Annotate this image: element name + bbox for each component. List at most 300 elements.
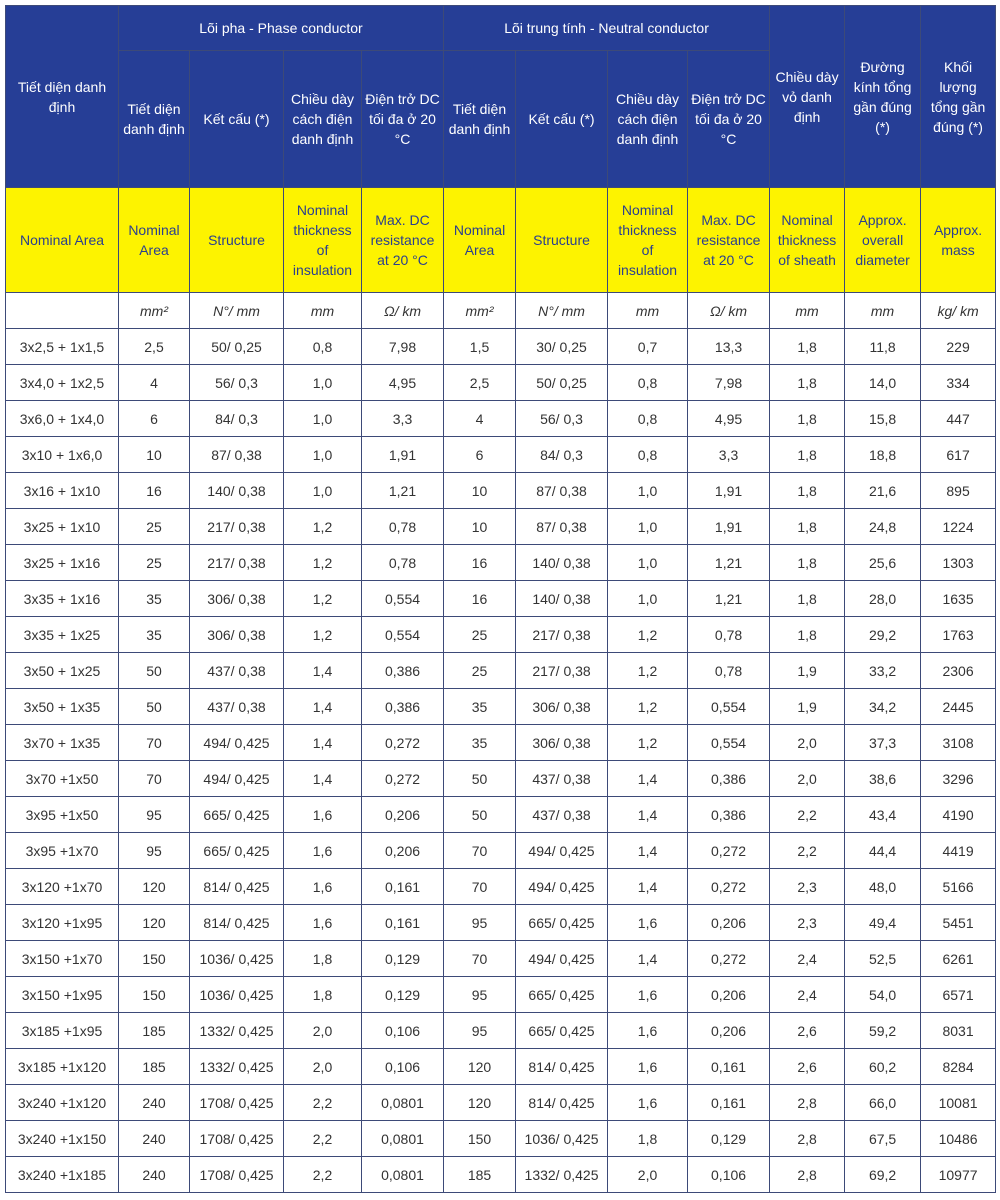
cell-phase-area: 150 bbox=[119, 941, 190, 977]
cell-neutral-area: 16 bbox=[444, 545, 516, 581]
cell-neutral-resistance: 0,206 bbox=[688, 1013, 770, 1049]
table-row bbox=[6, 689, 996, 725]
cell-mass: 229 bbox=[921, 329, 996, 365]
cell-phase-resistance: 0,0801 bbox=[362, 1157, 444, 1193]
table-row bbox=[6, 1013, 996, 1049]
cell-neutral-area: 120 bbox=[444, 1049, 516, 1085]
cell-overall-diameter: 14,0 bbox=[845, 365, 921, 401]
cell-phase-insulation: 1,8 bbox=[284, 977, 362, 1013]
cell-phase-insulation: 1,4 bbox=[284, 653, 362, 689]
cell-overall-diameter: 28,0 bbox=[845, 581, 921, 617]
cell-nominal-area: 3x70 +1x50 bbox=[6, 761, 119, 797]
unit-cell: Ω/ km bbox=[688, 293, 770, 329]
cell-neutral-structure: 437/ 0,38 bbox=[516, 797, 608, 833]
cell-overall-diameter: 33,2 bbox=[845, 653, 921, 689]
cell-neutral-resistance: 0,106 bbox=[688, 1157, 770, 1193]
cell-mass: 4190 bbox=[921, 797, 996, 833]
cell-phase-insulation: 1,6 bbox=[284, 869, 362, 905]
cell-phase-insulation: 1,0 bbox=[284, 365, 362, 401]
header-en-nominal-area: Nominal Area bbox=[6, 188, 119, 293]
cell-phase-resistance: 7,98 bbox=[362, 329, 444, 365]
cell-neutral-insulation: 0,8 bbox=[608, 365, 688, 401]
cell-phase-resistance: 1,91 bbox=[362, 437, 444, 473]
cell-phase-insulation: 1,0 bbox=[284, 401, 362, 437]
cell-phase-resistance: 0,0801 bbox=[362, 1121, 444, 1157]
cell-phase-area: 16 bbox=[119, 473, 190, 509]
cell-phase-insulation: 1,0 bbox=[284, 437, 362, 473]
cell-nominal-area: 3x185 +1x120 bbox=[6, 1049, 119, 1085]
cell-neutral-resistance: 1,21 bbox=[688, 581, 770, 617]
cell-phase-structure: 84/ 0,3 bbox=[190, 401, 284, 437]
header-vn-diameter: Đường kính tổng gần đúng (*) bbox=[845, 6, 921, 188]
cell-phase-resistance: 0,206 bbox=[362, 797, 444, 833]
table-row bbox=[6, 509, 996, 545]
cell-neutral-structure: 306/ 0,38 bbox=[516, 689, 608, 725]
cell-nominal-area: 3x10 + 1x6,0 bbox=[6, 437, 119, 473]
cell-sheath-thickness: 2,4 bbox=[770, 977, 845, 1013]
table-row bbox=[6, 581, 996, 617]
cell-neutral-insulation: 0,7 bbox=[608, 329, 688, 365]
cell-phase-area: 185 bbox=[119, 1049, 190, 1085]
cell-neutral-resistance: 0,161 bbox=[688, 1049, 770, 1085]
unit-cell: mm bbox=[845, 293, 921, 329]
cell-phase-structure: 1332/ 0,425 bbox=[190, 1049, 284, 1085]
cell-neutral-area: 10 bbox=[444, 509, 516, 545]
cell-neutral-resistance: 0,554 bbox=[688, 725, 770, 761]
cell-phase-insulation: 1,2 bbox=[284, 617, 362, 653]
table-row bbox=[6, 1157, 996, 1193]
cell-sheath-thickness: 1,8 bbox=[770, 401, 845, 437]
units-row bbox=[6, 293, 996, 329]
cell-phase-resistance: 0,554 bbox=[362, 581, 444, 617]
cell-overall-diameter: 29,2 bbox=[845, 617, 921, 653]
table-row bbox=[6, 617, 996, 653]
cell-neutral-structure: 30/ 0,25 bbox=[516, 329, 608, 365]
cell-neutral-insulation: 0,8 bbox=[608, 437, 688, 473]
cell-sheath-thickness: 2,3 bbox=[770, 869, 845, 905]
cell-phase-resistance: 0,554 bbox=[362, 617, 444, 653]
header-vn-nominal-area: Tiết diện danh định bbox=[6, 6, 119, 188]
cell-phase-resistance: 0,386 bbox=[362, 653, 444, 689]
cell-sheath-thickness: 1,8 bbox=[770, 473, 845, 509]
cell-neutral-area: 2,5 bbox=[444, 365, 516, 401]
cell-phase-insulation: 1,4 bbox=[284, 761, 362, 797]
cell-phase-area: 120 bbox=[119, 869, 190, 905]
cell-neutral-resistance: 0,78 bbox=[688, 617, 770, 653]
cell-neutral-insulation: 1,6 bbox=[608, 1085, 688, 1121]
cell-neutral-insulation: 1,4 bbox=[608, 797, 688, 833]
table-row bbox=[6, 401, 996, 437]
cell-phase-insulation: 1,6 bbox=[284, 905, 362, 941]
cell-neutral-area: 95 bbox=[444, 905, 516, 941]
cell-phase-insulation: 1,2 bbox=[284, 545, 362, 581]
cell-neutral-insulation: 1,6 bbox=[608, 905, 688, 941]
cell-nominal-area: 3x50 + 1x25 bbox=[6, 653, 119, 689]
cell-neutral-structure: 494/ 0,425 bbox=[516, 833, 608, 869]
cell-phase-insulation: 0,8 bbox=[284, 329, 362, 365]
cell-phase-resistance: 0,106 bbox=[362, 1049, 444, 1085]
cell-phase-area: 4 bbox=[119, 365, 190, 401]
header-vn-neutral-structure: Kết cấu (*) bbox=[516, 51, 608, 188]
cell-phase-structure: 814/ 0,425 bbox=[190, 869, 284, 905]
cell-nominal-area: 3x240 +1x185 bbox=[6, 1157, 119, 1193]
cell-neutral-area: 150 bbox=[444, 1121, 516, 1157]
cell-phase-resistance: 0,206 bbox=[362, 833, 444, 869]
cell-nominal-area: 3x120 +1x70 bbox=[6, 869, 119, 905]
cell-nominal-area: 3x2,5 + 1x1,5 bbox=[6, 329, 119, 365]
cell-nominal-area: 3x50 + 1x35 bbox=[6, 689, 119, 725]
cell-neutral-area: 4 bbox=[444, 401, 516, 437]
cell-neutral-insulation: 1,0 bbox=[608, 473, 688, 509]
cell-neutral-insulation: 2,0 bbox=[608, 1157, 688, 1193]
cell-neutral-area: 35 bbox=[444, 725, 516, 761]
cell-overall-diameter: 11,8 bbox=[845, 329, 921, 365]
table-row bbox=[6, 833, 996, 869]
cell-phase-area: 240 bbox=[119, 1157, 190, 1193]
cell-overall-diameter: 67,5 bbox=[845, 1121, 921, 1157]
cell-phase-insulation: 1,6 bbox=[284, 833, 362, 869]
cell-neutral-structure: 56/ 0,3 bbox=[516, 401, 608, 437]
cell-neutral-area: 70 bbox=[444, 833, 516, 869]
cell-neutral-insulation: 1,2 bbox=[608, 653, 688, 689]
header-vn-phase-insulation: Chiều dày cách điện danh định bbox=[284, 51, 362, 188]
cell-neutral-resistance: 0,161 bbox=[688, 1085, 770, 1121]
cell-overall-diameter: 49,4 bbox=[845, 905, 921, 941]
header-en-sheath: Nominal thickness of sheath bbox=[770, 188, 845, 293]
cell-mass: 3296 bbox=[921, 761, 996, 797]
cell-mass: 447 bbox=[921, 401, 996, 437]
header-en-phase-resistance: Max. DC resistance at 20 °C bbox=[362, 188, 444, 293]
cell-phase-resistance: 0,78 bbox=[362, 545, 444, 581]
cell-neutral-resistance: 7,98 bbox=[688, 365, 770, 401]
cell-neutral-area: 95 bbox=[444, 977, 516, 1013]
cell-phase-structure: 217/ 0,38 bbox=[190, 509, 284, 545]
cell-nominal-area: 3x185 +1x95 bbox=[6, 1013, 119, 1049]
cell-phase-insulation: 2,2 bbox=[284, 1085, 362, 1121]
cell-neutral-structure: 1332/ 0,425 bbox=[516, 1157, 608, 1193]
unit-cell: N°/ mm bbox=[190, 293, 284, 329]
cell-neutral-insulation: 1,6 bbox=[608, 977, 688, 1013]
cell-phase-structure: 437/ 0,38 bbox=[190, 653, 284, 689]
cell-mass: 10081 bbox=[921, 1085, 996, 1121]
cell-phase-resistance: 0,272 bbox=[362, 761, 444, 797]
cell-phase-insulation: 1,4 bbox=[284, 725, 362, 761]
cell-neutral-structure: 87/ 0,38 bbox=[516, 473, 608, 509]
cell-neutral-insulation: 1,6 bbox=[608, 1013, 688, 1049]
table-row bbox=[6, 905, 996, 941]
cell-neutral-structure: 665/ 0,425 bbox=[516, 905, 608, 941]
cell-neutral-area: 70 bbox=[444, 941, 516, 977]
cell-neutral-area: 35 bbox=[444, 689, 516, 725]
cell-mass: 10977 bbox=[921, 1157, 996, 1193]
cell-phase-area: 35 bbox=[119, 581, 190, 617]
table-row bbox=[6, 365, 996, 401]
cell-sheath-thickness: 1,8 bbox=[770, 545, 845, 581]
header-vn-neutral-resistance: Điện trở DC tối đa ở 20 °C bbox=[688, 51, 770, 188]
cell-phase-structure: 306/ 0,38 bbox=[190, 581, 284, 617]
cell-sheath-thickness: 1,8 bbox=[770, 581, 845, 617]
cell-neutral-insulation: 1,6 bbox=[608, 1049, 688, 1085]
header-en-neutral-resistance: Max. DC resistance at 20 °C bbox=[688, 188, 770, 293]
cell-overall-diameter: 44,4 bbox=[845, 833, 921, 869]
cell-phase-resistance: 0,106 bbox=[362, 1013, 444, 1049]
cell-phase-resistance: 4,95 bbox=[362, 365, 444, 401]
cell-sheath-thickness: 1,9 bbox=[770, 653, 845, 689]
cell-overall-diameter: 18,8 bbox=[845, 437, 921, 473]
cell-neutral-resistance: 3,3 bbox=[688, 437, 770, 473]
cell-phase-structure: 665/ 0,425 bbox=[190, 833, 284, 869]
cell-phase-resistance: 0,161 bbox=[362, 905, 444, 941]
cell-phase-area: 70 bbox=[119, 725, 190, 761]
cell-nominal-area: 3x35 + 1x25 bbox=[6, 617, 119, 653]
cell-mass: 617 bbox=[921, 437, 996, 473]
cell-neutral-structure: 217/ 0,38 bbox=[516, 653, 608, 689]
cell-neutral-resistance: 0,78 bbox=[688, 653, 770, 689]
cell-neutral-structure: 84/ 0,3 bbox=[516, 437, 608, 473]
cell-neutral-insulation: 1,2 bbox=[608, 725, 688, 761]
cell-phase-resistance: 0,129 bbox=[362, 941, 444, 977]
cell-nominal-area: 3x240 +1x150 bbox=[6, 1121, 119, 1157]
cell-nominal-area: 3x35 + 1x16 bbox=[6, 581, 119, 617]
cell-phase-resistance: 3,3 bbox=[362, 401, 444, 437]
table-body bbox=[6, 329, 996, 1193]
header-neutral-conductor: Lõi trung tính - Neutral conductor bbox=[444, 6, 770, 51]
table-row bbox=[6, 869, 996, 905]
cell-mass: 8284 bbox=[921, 1049, 996, 1085]
cell-nominal-area: 3x70 + 1x35 bbox=[6, 725, 119, 761]
cell-sheath-thickness: 1,8 bbox=[770, 617, 845, 653]
header-en-neutral-structure: Structure bbox=[516, 188, 608, 293]
cell-neutral-structure: 814/ 0,425 bbox=[516, 1049, 608, 1085]
cell-phase-area: 25 bbox=[119, 509, 190, 545]
cell-phase-structure: 1332/ 0,425 bbox=[190, 1013, 284, 1049]
cell-sheath-thickness: 2,2 bbox=[770, 833, 845, 869]
cell-sheath-thickness: 1,8 bbox=[770, 509, 845, 545]
cell-overall-diameter: 66,0 bbox=[845, 1085, 921, 1121]
unit-cell: mm bbox=[284, 293, 362, 329]
cell-neutral-resistance: 1,91 bbox=[688, 473, 770, 509]
cell-nominal-area: 3x25 + 1x10 bbox=[6, 509, 119, 545]
cell-nominal-area: 3x150 +1x95 bbox=[6, 977, 119, 1013]
cell-sheath-thickness: 2,4 bbox=[770, 941, 845, 977]
cell-sheath-thickness: 2,8 bbox=[770, 1157, 845, 1193]
cell-mass: 10486 bbox=[921, 1121, 996, 1157]
unit-cell: mm bbox=[608, 293, 688, 329]
en-header-row bbox=[6, 188, 996, 293]
cell-neutral-resistance: 0,129 bbox=[688, 1121, 770, 1157]
cell-neutral-structure: 1036/ 0,425 bbox=[516, 1121, 608, 1157]
unit-cell: mm² bbox=[444, 293, 516, 329]
cell-neutral-resistance: 0,554 bbox=[688, 689, 770, 725]
cell-sheath-thickness: 2,8 bbox=[770, 1085, 845, 1121]
header-phase-conductor: Lõi pha - Phase conductor bbox=[119, 6, 444, 51]
cell-neutral-resistance: 1,91 bbox=[688, 509, 770, 545]
unit-cell: mm² bbox=[119, 293, 190, 329]
cell-overall-diameter: 38,6 bbox=[845, 761, 921, 797]
cell-neutral-resistance: 0,386 bbox=[688, 797, 770, 833]
cell-phase-resistance: 0,0801 bbox=[362, 1085, 444, 1121]
cell-neutral-resistance: 0,386 bbox=[688, 761, 770, 797]
cell-neutral-area: 16 bbox=[444, 581, 516, 617]
vn-header-group-row bbox=[6, 6, 996, 51]
cell-phase-structure: 140/ 0,38 bbox=[190, 473, 284, 509]
cell-phase-structure: 665/ 0,425 bbox=[190, 797, 284, 833]
cell-neutral-area: 1,5 bbox=[444, 329, 516, 365]
cell-phase-structure: 1708/ 0,425 bbox=[190, 1121, 284, 1157]
cell-neutral-area: 10 bbox=[444, 473, 516, 509]
cell-phase-structure: 50/ 0,25 bbox=[190, 329, 284, 365]
cell-neutral-area: 95 bbox=[444, 1013, 516, 1049]
table-row bbox=[6, 329, 996, 365]
cell-neutral-resistance: 0,272 bbox=[688, 869, 770, 905]
header-vn-phase-area: Tiết diện danh định bbox=[119, 51, 190, 188]
cell-neutral-structure: 140/ 0,38 bbox=[516, 581, 608, 617]
cell-sheath-thickness: 1,8 bbox=[770, 437, 845, 473]
header-en-diameter: Approx. overall diameter bbox=[845, 188, 921, 293]
cell-neutral-area: 120 bbox=[444, 1085, 516, 1121]
cell-neutral-area: 25 bbox=[444, 653, 516, 689]
cell-nominal-area: 3x16 + 1x10 bbox=[6, 473, 119, 509]
cell-sheath-thickness: 2,6 bbox=[770, 1049, 845, 1085]
cell-neutral-insulation: 1,4 bbox=[608, 869, 688, 905]
table-row bbox=[6, 653, 996, 689]
cell-neutral-structure: 665/ 0,425 bbox=[516, 977, 608, 1013]
cell-phase-resistance: 0,129 bbox=[362, 977, 444, 1013]
cell-overall-diameter: 48,0 bbox=[845, 869, 921, 905]
cell-mass: 2445 bbox=[921, 689, 996, 725]
cell-phase-insulation: 2,2 bbox=[284, 1121, 362, 1157]
cell-neutral-structure: 665/ 0,425 bbox=[516, 1013, 608, 1049]
cell-phase-structure: 494/ 0,425 bbox=[190, 725, 284, 761]
cell-phase-resistance: 0,161 bbox=[362, 869, 444, 905]
cell-neutral-area: 185 bbox=[444, 1157, 516, 1193]
cell-sheath-thickness: 2,2 bbox=[770, 797, 845, 833]
cell-mass: 3108 bbox=[921, 725, 996, 761]
cell-sheath-thickness: 2,0 bbox=[770, 725, 845, 761]
cell-neutral-area: 25 bbox=[444, 617, 516, 653]
cell-phase-area: 240 bbox=[119, 1085, 190, 1121]
header-vn-phase-structure: Kết cấu (*) bbox=[190, 51, 284, 188]
cell-nominal-area: 3x25 + 1x16 bbox=[6, 545, 119, 581]
cell-neutral-insulation: 0,8 bbox=[608, 401, 688, 437]
cell-neutral-resistance: 0,206 bbox=[688, 905, 770, 941]
table-row bbox=[6, 797, 996, 833]
cell-phase-resistance: 0,272 bbox=[362, 725, 444, 761]
cell-mass: 1763 bbox=[921, 617, 996, 653]
cell-phase-insulation: 1,8 bbox=[284, 941, 362, 977]
cell-sheath-thickness: 2,8 bbox=[770, 1121, 845, 1157]
cell-neutral-resistance: 0,272 bbox=[688, 941, 770, 977]
cell-neutral-insulation: 1,4 bbox=[608, 761, 688, 797]
cable-spec-table bbox=[5, 5, 996, 1193]
cell-phase-insulation: 1,4 bbox=[284, 689, 362, 725]
cell-neutral-structure: 217/ 0,38 bbox=[516, 617, 608, 653]
cell-neutral-insulation: 1,8 bbox=[608, 1121, 688, 1157]
cell-sheath-thickness: 2,3 bbox=[770, 905, 845, 941]
cell-overall-diameter: 21,6 bbox=[845, 473, 921, 509]
cell-overall-diameter: 25,6 bbox=[845, 545, 921, 581]
header-en-phase-structure: Structure bbox=[190, 188, 284, 293]
cell-neutral-area: 70 bbox=[444, 869, 516, 905]
cell-neutral-insulation: 1,0 bbox=[608, 545, 688, 581]
cell-neutral-insulation: 1,2 bbox=[608, 689, 688, 725]
cell-phase-area: 70 bbox=[119, 761, 190, 797]
cell-overall-diameter: 37,3 bbox=[845, 725, 921, 761]
cell-phase-structure: 87/ 0,38 bbox=[190, 437, 284, 473]
header-vn-neutral-area: Tiết diện danh định bbox=[444, 51, 516, 188]
cell-neutral-resistance: 4,95 bbox=[688, 401, 770, 437]
cell-phase-structure: 437/ 0,38 bbox=[190, 689, 284, 725]
unit-cell: Ω/ km bbox=[362, 293, 444, 329]
table-row bbox=[6, 1121, 996, 1157]
unit-cell bbox=[6, 293, 119, 329]
cell-phase-insulation: 1,6 bbox=[284, 797, 362, 833]
cell-neutral-area: 50 bbox=[444, 761, 516, 797]
cell-neutral-insulation: 1,0 bbox=[608, 581, 688, 617]
cell-neutral-insulation: 1,2 bbox=[608, 617, 688, 653]
cell-nominal-area: 3x150 +1x70 bbox=[6, 941, 119, 977]
cell-neutral-resistance: 13,3 bbox=[688, 329, 770, 365]
cell-neutral-resistance: 0,272 bbox=[688, 833, 770, 869]
cell-overall-diameter: 43,4 bbox=[845, 797, 921, 833]
cell-nominal-area: 3x120 +1x95 bbox=[6, 905, 119, 941]
cell-phase-structure: 814/ 0,425 bbox=[190, 905, 284, 941]
cell-phase-structure: 1036/ 0,425 bbox=[190, 977, 284, 1013]
table-row bbox=[6, 941, 996, 977]
table-row bbox=[6, 725, 996, 761]
cell-phase-area: 185 bbox=[119, 1013, 190, 1049]
cell-phase-area: 95 bbox=[119, 797, 190, 833]
cell-mass: 2306 bbox=[921, 653, 996, 689]
header-vn-mass: Khối lượng tổng gần đúng (*) bbox=[921, 6, 996, 188]
cell-sheath-thickness: 2,0 bbox=[770, 761, 845, 797]
cell-nominal-area: 3x95 +1x70 bbox=[6, 833, 119, 869]
cell-phase-insulation: 2,0 bbox=[284, 1049, 362, 1085]
cell-sheath-thickness: 1,9 bbox=[770, 689, 845, 725]
cell-overall-diameter: 34,2 bbox=[845, 689, 921, 725]
cell-phase-insulation: 2,2 bbox=[284, 1157, 362, 1193]
cell-overall-diameter: 54,0 bbox=[845, 977, 921, 1013]
unit-cell: N°/ mm bbox=[516, 293, 608, 329]
cell-phase-resistance: 1,21 bbox=[362, 473, 444, 509]
cell-neutral-structure: 814/ 0,425 bbox=[516, 1085, 608, 1121]
cell-mass: 1635 bbox=[921, 581, 996, 617]
cell-overall-diameter: 59,2 bbox=[845, 1013, 921, 1049]
cell-nominal-area: 3x6,0 + 1x4,0 bbox=[6, 401, 119, 437]
cell-mass: 5166 bbox=[921, 869, 996, 905]
cell-phase-insulation: 1,0 bbox=[284, 473, 362, 509]
cable-spec-table-container bbox=[5, 5, 995, 1193]
cell-phase-area: 50 bbox=[119, 689, 190, 725]
cell-neutral-structure: 494/ 0,425 bbox=[516, 941, 608, 977]
header-en-phase-area: Nominal Area bbox=[119, 188, 190, 293]
cell-phase-area: 6 bbox=[119, 401, 190, 437]
cell-neutral-resistance: 0,206 bbox=[688, 977, 770, 1013]
header-en-neutral-area: Nominal Area bbox=[444, 188, 516, 293]
header-vn-neutral-insulation: Chiều dày cách điện danh định bbox=[608, 51, 688, 188]
table-row bbox=[6, 1049, 996, 1085]
cell-phase-insulation: 1,2 bbox=[284, 509, 362, 545]
cell-phase-structure: 56/ 0,3 bbox=[190, 365, 284, 401]
cell-mass: 5451 bbox=[921, 905, 996, 941]
cell-nominal-area: 3x240 +1x120 bbox=[6, 1085, 119, 1121]
header-vn-phase-resistance: Điện trở DC tối đa ở 20 °C bbox=[362, 51, 444, 188]
cell-sheath-thickness: 1,8 bbox=[770, 365, 845, 401]
cell-phase-structure: 1708/ 0,425 bbox=[190, 1085, 284, 1121]
cell-phase-insulation: 2,0 bbox=[284, 1013, 362, 1049]
table-row bbox=[6, 977, 996, 1013]
cell-phase-area: 10 bbox=[119, 437, 190, 473]
